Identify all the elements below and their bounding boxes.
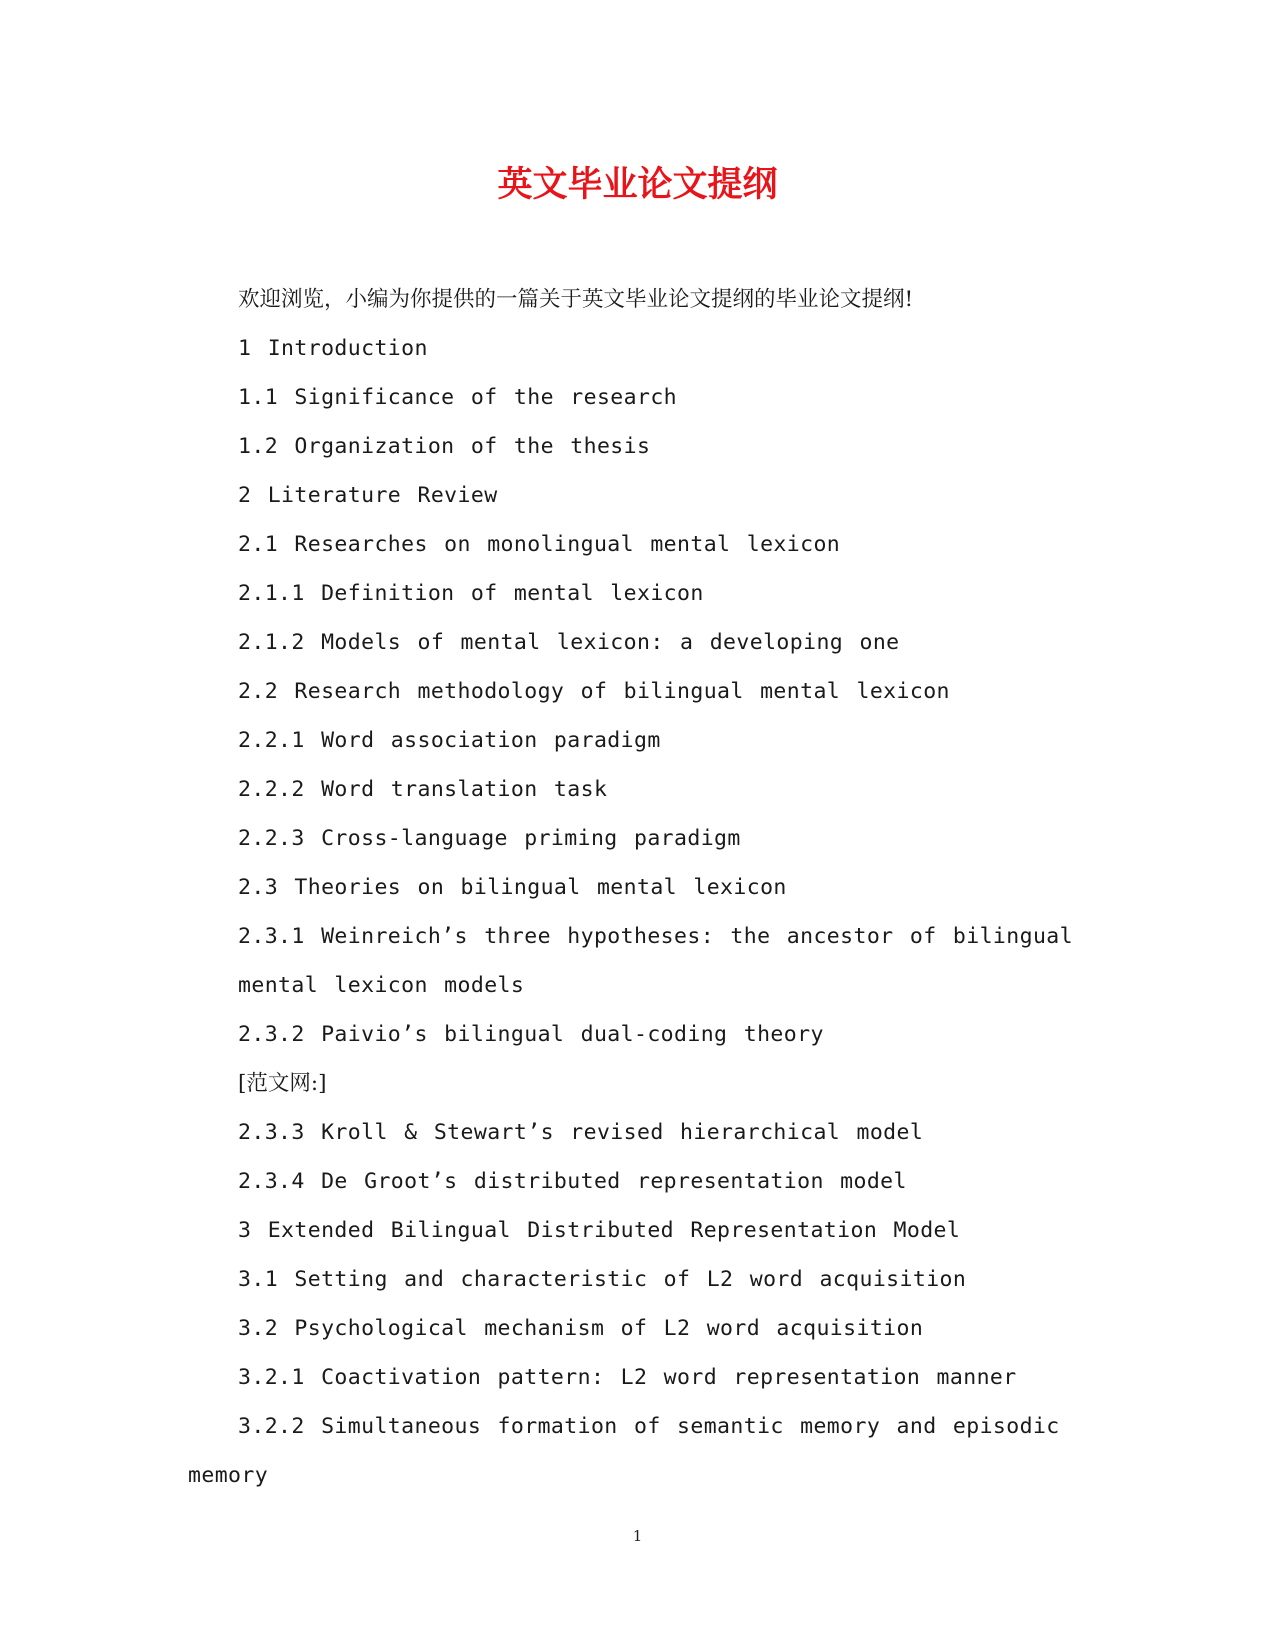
- outline-item: 2.2.2 Word translation task: [238, 777, 608, 802]
- outline-item: 1.1 Significance of the research: [238, 385, 678, 410]
- outline-item: 3.1 Setting and characteristic of L2 word acquisition: [238, 1267, 967, 1292]
- outline-item: 2.3.1 Weinreich’s three hypotheses: the ancestor of bilingual: [238, 924, 1073, 949]
- outline-item: 2.1.1 Definition of mental lexicon: [238, 581, 704, 606]
- outline-item: 2.1.2 Models of mental lexicon: a developing one: [238, 630, 900, 655]
- intro-paragraph: 欢迎浏览，小编为你提供的一篇关于英文毕业论文提纲的毕业论文提纲!: [238, 287, 914, 312]
- outline-item: 2.2 Research methodology of bilingual mental lexicon: [238, 679, 950, 704]
- page-title: 英文毕业论文提纲: [497, 164, 778, 205]
- outline-item: 2.2.1 Word association paradigm: [238, 728, 661, 753]
- outline-body: [186, 275, 1073, 1500]
- outline-item-continuation: memory: [188, 1463, 269, 1488]
- source-note: [范文网:]: [238, 1071, 327, 1096]
- outline-item: 1 Introduction: [238, 336, 428, 361]
- outline-item: 2.1 Researches on monolingual mental lexicon: [238, 532, 841, 557]
- outline-item: 2.3.4 De Groot’s distributed representation model: [238, 1169, 907, 1194]
- outline-item: 2.2.3 Cross-language priming paradigm: [238, 826, 741, 851]
- outline-item: 2.3 Theories on bilingual mental lexicon: [238, 875, 787, 900]
- outline-item: 2 Literature Review: [238, 483, 498, 508]
- outline-item: 1.2 Organization of the thesis: [238, 434, 651, 459]
- page-number: 1: [632, 1527, 643, 1545]
- outline-item: 3.2.1 Coactivation pattern: L2 word representation manner: [238, 1365, 1017, 1390]
- outline-item: 2.3.2 Paivio’s bilingual dual-coding theory: [238, 1022, 824, 1047]
- outline-item: 3.2 Psychological mechanism of L2 word acquisition: [238, 1316, 924, 1341]
- outline-item-continuation: mental lexicon models: [238, 973, 525, 998]
- outline-item: 2.3.3 Kroll & Stewart’s revised hierarchical model: [238, 1120, 924, 1145]
- outline-item: 3.2.2 Simultaneous formation of semantic memory and episodic: [238, 1414, 1060, 1439]
- outline-item: 3 Extended Bilingual Distributed Representation Model: [238, 1218, 961, 1243]
